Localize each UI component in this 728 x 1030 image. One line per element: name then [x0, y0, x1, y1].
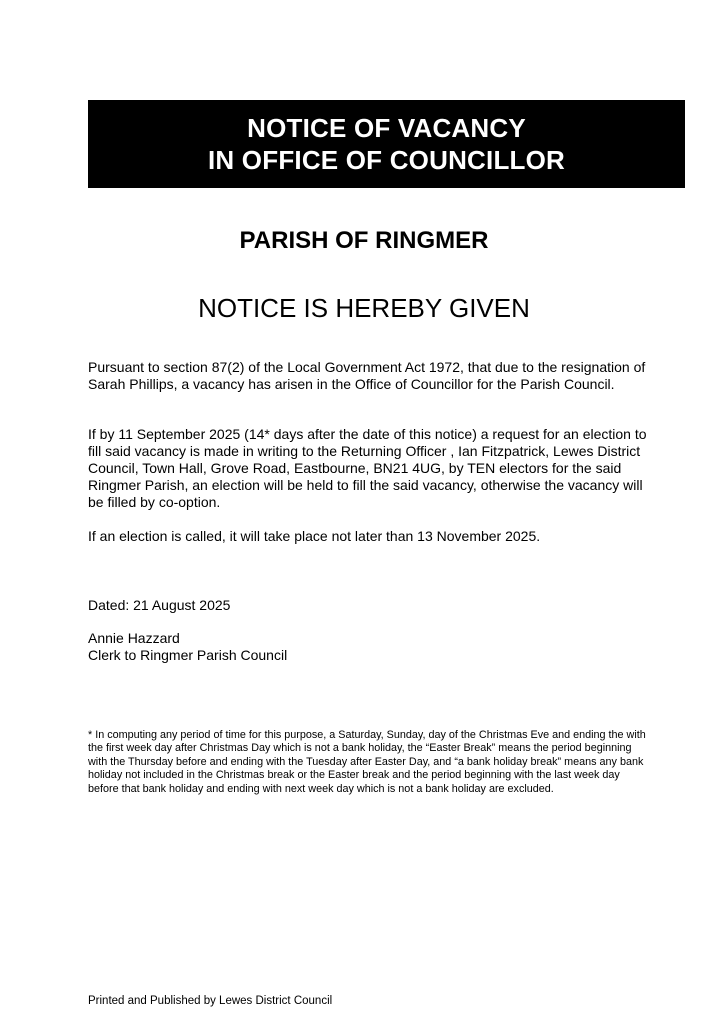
notice-heading: NOTICE IS HEREBY GIVEN — [198, 293, 530, 323]
notice-title-line2: IN OFFICE OF COUNCILLOR — [207, 145, 566, 175]
notice-title-line1: NOTICE OF VACANCY — [247, 113, 526, 143]
body-paragraph-3: If an election is called, it will take place not later than 13 November 2025. — [88, 528, 541, 544]
body-paragraph-1: Pursuant to section 87(2) of the Local Government Act 1972, that due to the resignation of Sarah Phillips, a vacancy has arisen in the Office of Councillor for the Parish Council. — [88, 359, 646, 392]
body-paragraph-2: If by 11 September 2025 (14* days after the date of this notice) a request for an election to fill said vacancy is made in writing to the Returning Officer , Ian Fitzpatrick, Lewes District Council, Town Hall, Grove Road, Eastbourne, BN21 4UG, by TEN electors for the said Ringmer Parish, an election will be held to fill the said vacancy, otherwise the vacancy will be filled by co-option. — [88, 426, 647, 510]
signatory-block — [88, 630, 648, 664]
notice-date: Dated: 21 August 2025 — [88, 597, 231, 613]
parish-title: PARISH OF RINGMER — [239, 227, 489, 254]
footnote: * In computing any period of time for this purpose, a Saturday, Sunday, day of the Christmas Eve and ending the with the first week day after Christmas Day which is not a bank holiday, the “Easter Break” means the period beginning with the Thursday before and ending with the Tuesday after Easter Day, and “a bank holiday break” means any bank holiday not included in the Christmas break or the Easter break and the period beginning with the last week day before that bank holiday and ending with next week day which is not a bank holiday are excluded. — [88, 729, 646, 795]
notice-header-banner — [88, 100, 685, 188]
printer-imprint: Printed and Published by Lewes District Council — [88, 995, 333, 1007]
signatory-title: Clerk to Ringmer Parish Council — [88, 647, 288, 663]
signatory-name: Annie Hazzard — [88, 630, 180, 646]
